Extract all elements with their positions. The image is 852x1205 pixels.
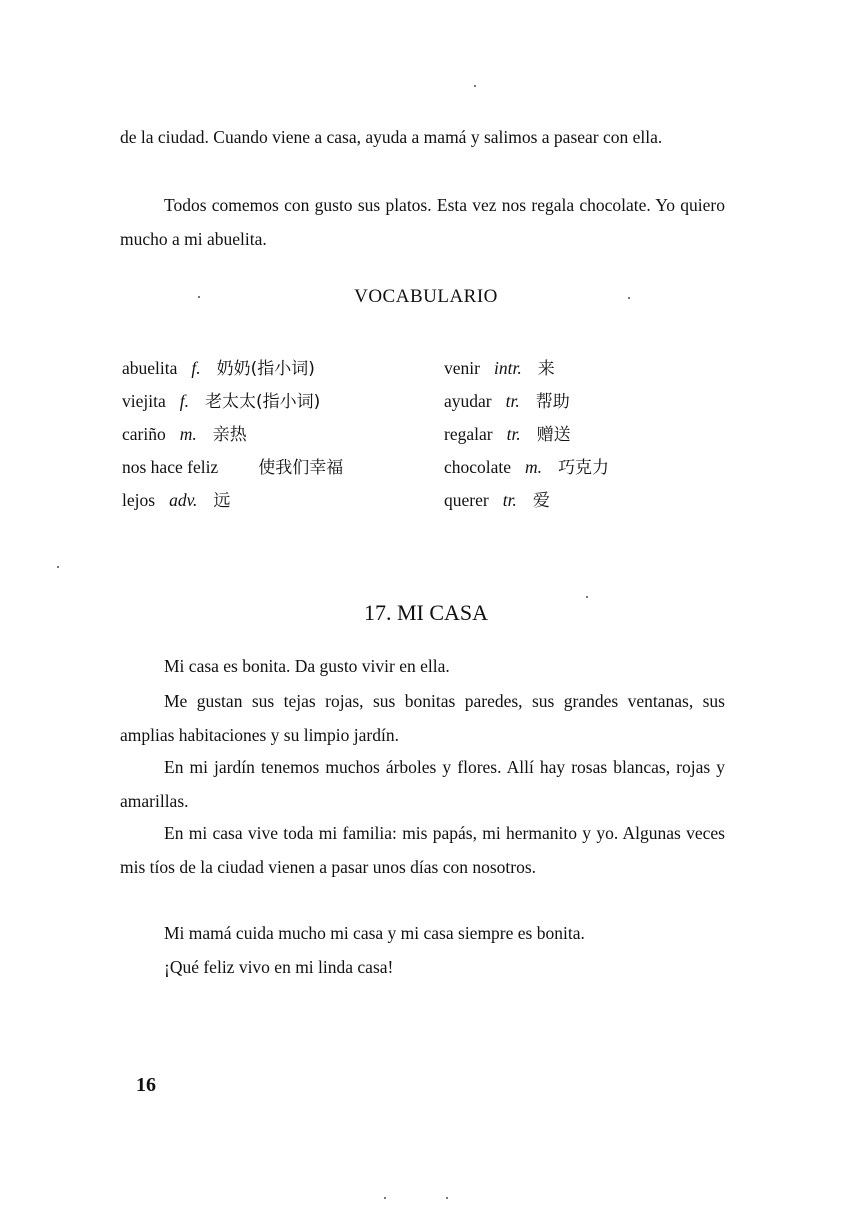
vocab-meaning: 远 — [213, 491, 231, 511]
vocab-term: viejita — [122, 391, 166, 411]
vocabulary-left-column — [122, 352, 343, 517]
page-number: 16 — [136, 1074, 156, 1096]
scan-speck — [57, 566, 59, 568]
lesson-title: 17. MI CASA — [363, 600, 489, 625]
vocab-meaning: 来 — [537, 359, 555, 379]
scan-speck — [474, 85, 476, 87]
vocab-item — [444, 451, 609, 484]
vocabulary-title: VOCABULARIO — [354, 286, 498, 307]
vocabulary-right-column — [444, 352, 609, 517]
vocab-item — [444, 418, 609, 451]
vocab-meaning: 奶奶(指小词) — [216, 359, 315, 379]
vocab-term: ayudar — [444, 391, 492, 411]
vocab-term: venir — [444, 358, 480, 378]
vocab-meaning: 亲热 — [212, 425, 247, 445]
vocab-item — [444, 484, 609, 517]
scan-speck — [384, 1197, 386, 1199]
vocab-term: regalar — [444, 424, 493, 444]
vocab-term: abuelita — [122, 358, 178, 378]
lesson-paragraph: Me gustan sus tejas rojas, sus bonitas paredes, sus grandes ventanas, sus amplias habitaciones y su limpio jardín. — [120, 691, 725, 745]
scan-speck — [586, 596, 588, 598]
vocab-item — [122, 418, 343, 451]
vocab-meaning: 赠送 — [536, 425, 571, 445]
vocab-meaning: 老太太(指小词) — [204, 392, 321, 412]
lesson-paragraph: Mi mamá cuida mucho mi casa y mi casa siempre es bonita. — [164, 923, 585, 943]
vocab-grammar: tr. — [502, 490, 517, 510]
vocab-term: nos hace feliz — [122, 457, 219, 477]
lesson-paragraph: Mi casa es bonita. Da gusto vivir en ella. — [164, 656, 450, 676]
vocab-grammar: tr. — [505, 391, 520, 411]
vocab-meaning: 帮助 — [535, 392, 570, 412]
vocab-meaning: 爱 — [532, 491, 550, 511]
vocab-grammar: intr. — [493, 358, 522, 378]
scan-speck — [446, 1197, 448, 1199]
vocab-meaning: 使我们幸福 — [258, 458, 344, 478]
continuation-paragraph-1: de la ciudad. Cuando viene a casa, ayuda a mamá y salimos a pasear con ella. — [120, 127, 663, 147]
lesson-paragraph: En mi jardín tenemos muchos árboles y flores. Allí hay rosas blancas, rojas y amarillas. — [120, 757, 725, 811]
vocab-term: chocolate — [444, 457, 512, 477]
vocab-meaning: 巧克力 — [558, 458, 610, 478]
scan-speck — [198, 296, 200, 298]
vocab-term: lejos — [122, 490, 156, 510]
vocab-term: querer — [444, 490, 489, 510]
lesson-paragraph: ¡Qué feliz vivo en mi linda casa! — [164, 957, 394, 977]
vocab-grammar: f. — [179, 391, 189, 411]
vocab-item — [122, 385, 343, 418]
vocab-item — [122, 484, 343, 517]
vocab-item — [122, 352, 343, 385]
scan-speck — [628, 297, 630, 299]
lesson-paragraph: En mi casa vive toda mi familia: mis papás, mi hermanito y yo. Algunas veces mis tíos de la ciudad vienen a pasar unos días con nosotros. — [120, 823, 725, 877]
vocab-grammar: m. — [525, 457, 543, 477]
vocab-item — [122, 451, 343, 484]
vocab-grammar: m. — [179, 424, 197, 444]
continuation-paragraph-2: Todos comemos con gusto sus platos. Esta vez nos regala chocolate. Yo quiero mucho a mi abuelita. — [120, 195, 725, 249]
vocab-grammar: adv. — [169, 490, 198, 510]
vocab-term: cariño — [122, 424, 166, 444]
vocab-item — [444, 385, 609, 418]
vocab-item — [444, 352, 609, 385]
vocab-grammar: tr. — [506, 424, 521, 444]
vocab-grammar: f. — [191, 358, 201, 378]
